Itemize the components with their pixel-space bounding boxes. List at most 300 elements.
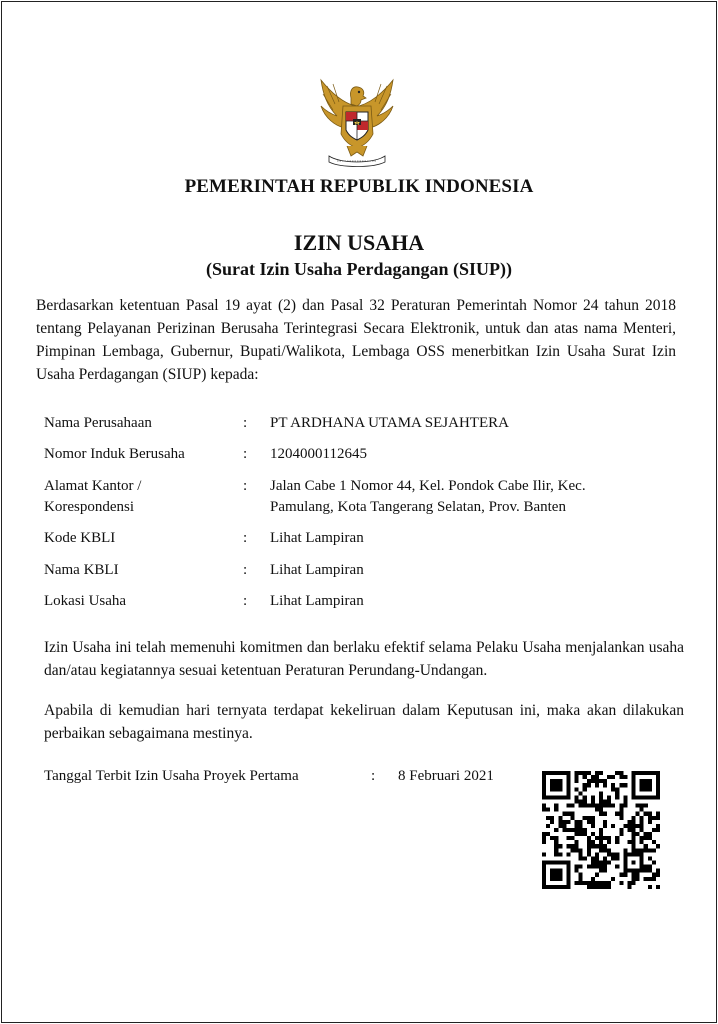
qr-module (542, 873, 546, 877)
qr-module (615, 865, 619, 869)
qr-module (575, 840, 579, 844)
qr-module (546, 832, 550, 836)
qr-module (615, 852, 619, 856)
qr-module (640, 783, 644, 787)
qr-module (619, 873, 623, 877)
qr-module (611, 856, 615, 860)
qr-module (579, 828, 583, 832)
qr-module (570, 848, 574, 852)
field-label-kbli-code: Kode KBLI (44, 530, 116, 546)
qr-module (611, 783, 615, 787)
qr-module (570, 804, 574, 808)
qr-module (542, 877, 546, 881)
qr-module (562, 885, 566, 889)
qr-module (575, 820, 579, 824)
qr-module (542, 840, 546, 844)
qr-module (599, 844, 603, 848)
qr-module (591, 832, 595, 836)
field-value-kbli-name: Lihat Lampiran (270, 562, 364, 578)
qr-module (648, 787, 652, 791)
qr-module (615, 795, 619, 799)
qr-module (583, 804, 587, 808)
field-separator: : (243, 593, 248, 609)
qr-module (562, 824, 566, 828)
qr-module (583, 795, 587, 799)
qr-module (644, 848, 648, 852)
qr-module (595, 808, 599, 812)
field-label-business-location: Lokasi Usaha (44, 593, 127, 609)
qr-module (587, 783, 591, 787)
qr-module (632, 824, 636, 828)
qr-module (562, 820, 566, 824)
qr-module (636, 824, 640, 828)
qr-module (591, 840, 595, 844)
qr-module (579, 877, 583, 881)
qr-module (607, 836, 611, 840)
qr-module (575, 795, 579, 799)
qr-module (640, 869, 644, 873)
qr-module (632, 775, 636, 779)
qr-module (615, 840, 619, 844)
qr-module (546, 808, 550, 812)
field-separator: : (243, 478, 248, 494)
issue-date-label: Tanggal Terbit Izin Usaha Proyek Pertama (44, 768, 299, 784)
qr-module (632, 771, 636, 775)
qr-module (546, 816, 550, 820)
qr-module (607, 852, 611, 856)
qr-module (652, 816, 656, 820)
qr-module (550, 836, 554, 840)
qr-module (579, 873, 583, 877)
qr-module (583, 816, 587, 820)
qr-module (575, 832, 579, 836)
qr-module (566, 836, 570, 840)
qr-module (603, 804, 607, 808)
qr-module (599, 799, 603, 803)
qr-module (579, 791, 583, 795)
qr-module (554, 869, 558, 873)
field-label-address-line2: Korespondensi (44, 499, 134, 515)
qr-module (562, 828, 566, 832)
qr-module (546, 885, 550, 889)
qr-module (611, 775, 615, 779)
qr-module (599, 804, 603, 808)
qr-module (595, 783, 599, 787)
qr-module (587, 840, 591, 844)
qr-module (542, 832, 546, 836)
qr-module (648, 885, 652, 889)
qr-module (554, 783, 558, 787)
field-separator: : (243, 562, 248, 578)
qr-module (632, 779, 636, 783)
qr-module (656, 791, 660, 795)
document-subtitle: (Surat Izin Usaha Perdagangan (SIUP)) (205, 259, 513, 279)
qr-module (566, 877, 570, 881)
field-value-nib: 1204000112645 (270, 446, 367, 462)
qr-module (656, 885, 660, 889)
qr-module (632, 783, 636, 787)
qr-module (648, 856, 652, 860)
qr-module (623, 856, 627, 860)
qr-module (636, 877, 640, 881)
qr-module (583, 799, 587, 803)
qr-module (656, 787, 660, 791)
qr-module (562, 861, 566, 865)
qr-module (542, 808, 546, 812)
qr-module (554, 848, 558, 852)
qr-module (623, 865, 627, 869)
qr-module (579, 852, 583, 856)
qr-module (644, 779, 648, 783)
qr-module (575, 869, 579, 873)
qr-module (603, 861, 607, 865)
qr-module (656, 828, 660, 832)
qr-module (644, 844, 648, 848)
qr-module (587, 852, 591, 856)
qr-module (575, 787, 579, 791)
field-value-kbli-code: Lihat Lampiran (270, 530, 364, 546)
qr-module (554, 885, 558, 889)
qr-module (644, 832, 648, 836)
qr-module (558, 771, 562, 775)
qr-module (607, 881, 611, 885)
qr-module (640, 861, 644, 865)
qr-module (656, 869, 660, 873)
qr-module (583, 787, 587, 791)
qr-module (566, 820, 570, 824)
qr-module (648, 816, 652, 820)
qr-module (640, 824, 644, 828)
qr-module (656, 816, 660, 820)
field-value-company-name: PT ARDHANA UTAMA SEJAHTERA (270, 415, 509, 431)
qr-module (550, 783, 554, 787)
qr-module (550, 873, 554, 877)
qr-module (652, 840, 656, 844)
field-label-kbli-name: Nama KBLI (44, 562, 119, 578)
qr-module (550, 771, 554, 775)
qr-module (595, 771, 599, 775)
qr-module (542, 885, 546, 889)
qr-module (566, 865, 570, 869)
qr-module (566, 844, 570, 848)
qr-module (595, 856, 599, 860)
qr-module (644, 787, 648, 791)
qr-module (583, 828, 587, 832)
qr-module (579, 881, 583, 885)
qr-module (558, 779, 562, 783)
qr-module (583, 775, 587, 779)
qr-module (579, 771, 583, 775)
qr-module (566, 795, 570, 799)
qr-module (599, 869, 603, 873)
qr-module (623, 824, 627, 828)
qr-module (632, 832, 636, 836)
qr-module (583, 856, 587, 860)
qr-module (554, 873, 558, 877)
qr-module (611, 824, 615, 828)
qr-module (632, 869, 636, 873)
qr-module (591, 816, 595, 820)
qr-module (652, 848, 656, 852)
qr-module (636, 771, 640, 775)
qr-module (542, 881, 546, 885)
qr-module (575, 824, 579, 828)
qr-module (619, 771, 623, 775)
qr-module (562, 795, 566, 799)
qr-module (636, 832, 640, 836)
qr-module (591, 861, 595, 865)
qr-module (623, 852, 627, 856)
qr-module (550, 861, 554, 865)
qr-module (591, 865, 595, 869)
field-label-company-name: Nama Perusahaan (44, 415, 152, 431)
qr-module (566, 804, 570, 808)
qr-module (562, 771, 566, 775)
qr-module (575, 779, 579, 783)
qr-module (554, 808, 558, 812)
field-value-address-line1: Jalan Cabe 1 Nomor 44, Kel. Pondok Cabe Ilir, Kec. (270, 478, 586, 494)
qr-module (570, 812, 574, 816)
qr-module (611, 787, 615, 791)
qr-module (648, 877, 652, 881)
qr-module (644, 869, 648, 873)
qr-module (627, 869, 631, 873)
government-heading: PEMERINTAH REPUBLIK INDONESIA (184, 176, 534, 197)
qr-module (558, 795, 562, 799)
qr-module (636, 804, 640, 808)
qr-module (640, 779, 644, 783)
qr-module (619, 783, 623, 787)
qr-module (644, 865, 648, 869)
qr-module (640, 840, 644, 844)
qr-module (587, 844, 591, 848)
qr-module (558, 787, 562, 791)
qr-module (599, 885, 603, 889)
qr-module (648, 783, 652, 787)
qr-module (591, 824, 595, 828)
qr-module (595, 873, 599, 877)
qr-module (554, 787, 558, 791)
qr-module (546, 861, 550, 865)
qr-module (591, 856, 595, 860)
qr-module (554, 861, 558, 865)
qr-module (542, 865, 546, 869)
qr-module (619, 881, 623, 885)
garuda-emblem-icon (311, 76, 403, 168)
qr-module (579, 848, 583, 852)
qr-module (599, 865, 603, 869)
qr-module (640, 816, 644, 820)
qr-module (607, 840, 611, 844)
qr-module (583, 771, 587, 775)
qr-module (636, 873, 640, 877)
field-value-address-line2: Pamulang, Kota Tangerang Selatan, Prov. Banten (270, 499, 566, 515)
qr-module (566, 783, 570, 787)
qr-module (579, 820, 583, 824)
qr-module (542, 791, 546, 795)
qr-module (644, 795, 648, 799)
qr-module (566, 852, 570, 856)
qr-module (595, 861, 599, 865)
qr-module (591, 775, 595, 779)
qr-module (550, 869, 554, 873)
qr-module (603, 783, 607, 787)
qr-module (648, 820, 652, 824)
qr-module (566, 885, 570, 889)
qr-module (632, 791, 636, 795)
qr-module (603, 779, 607, 783)
qr-module (550, 820, 554, 824)
qr-module (632, 836, 636, 840)
qr-module (570, 844, 574, 848)
qr-module (652, 861, 656, 865)
qr-module (550, 885, 554, 889)
qr-module (587, 881, 591, 885)
field-label-address-line1: Alamat Kantor / (44, 478, 142, 494)
qr-module (619, 828, 623, 832)
qr-module (623, 775, 627, 779)
issue-date-value: 8 Februari 2021 (398, 768, 494, 784)
qr-module (656, 873, 660, 877)
qr-module (546, 771, 550, 775)
qr-module (603, 812, 607, 816)
qr-module (542, 795, 546, 799)
qr-module (575, 799, 579, 803)
qr-module (558, 852, 562, 856)
qr-module (542, 836, 546, 840)
qr-module (632, 844, 636, 848)
qr-module (575, 848, 579, 852)
qr-module (648, 779, 652, 783)
qr-module (632, 840, 636, 844)
qr-module (619, 816, 623, 820)
qr-module (579, 824, 583, 828)
qr-module (591, 844, 595, 848)
qr-module (599, 808, 603, 812)
qr-module (632, 848, 636, 852)
qr-module (632, 828, 636, 832)
qr-module (546, 795, 550, 799)
qr-module (591, 804, 595, 808)
qr-module (648, 865, 652, 869)
qr-module (587, 771, 591, 775)
qr-module (587, 848, 591, 852)
qr-module (558, 783, 562, 787)
qr-module (595, 836, 599, 840)
qr-module (648, 812, 652, 816)
field-separator: : (243, 446, 248, 462)
field-label-nib: Nomor Induk Berusaha (44, 446, 185, 462)
qr-module (603, 869, 607, 873)
qr-module (562, 812, 566, 816)
qr-module (554, 804, 558, 808)
qr-module (648, 869, 652, 873)
qr-module (575, 844, 579, 848)
qr-module (566, 869, 570, 873)
qr-module (599, 771, 603, 775)
qr-module (636, 848, 640, 852)
qr-module (636, 869, 640, 873)
qr-module (595, 865, 599, 869)
qr-module (615, 771, 619, 775)
qr-module (550, 787, 554, 791)
qr-module (591, 799, 595, 803)
qr-module (583, 881, 587, 885)
qr-module (640, 820, 644, 824)
qr-module (583, 783, 587, 787)
validity-paragraph: Izin Usaha ini telah memenuhi komitmen dan berlaku efektif selama Pelaku Usaha menjalankan usaha dan/atau kegiatannya sesuai ketentuan Peraturan Perundang-Undangan. (44, 639, 684, 679)
qr-module (558, 861, 562, 865)
correction-paragraph: Apabila di kemudian hari ternyata terdapat kekeliruan dalam Keputusan ini, maka akan dilakukan perbaikan sebagaimana mestinya. (44, 702, 684, 742)
qr-module (603, 856, 607, 860)
qr-module (554, 836, 558, 840)
qr-module (619, 808, 623, 812)
qr-module (570, 828, 574, 832)
qr-module (652, 771, 656, 775)
qr-module (627, 824, 631, 828)
qr-module (603, 820, 607, 824)
qr-module (566, 812, 570, 816)
qr-module (570, 816, 574, 820)
qr-module (603, 885, 607, 889)
qr-module (546, 824, 550, 828)
qr-module (644, 804, 648, 808)
qr-module (656, 795, 660, 799)
qr-module (566, 775, 570, 779)
qr-module (644, 836, 648, 840)
qr-module (587, 836, 591, 840)
qr-module (619, 812, 623, 816)
qr-module (623, 799, 627, 803)
qr-module (632, 787, 636, 791)
qr-module (558, 873, 562, 877)
qr-module (656, 783, 660, 787)
qr-module (632, 873, 636, 877)
qr-module (591, 820, 595, 824)
qr-module (554, 828, 558, 832)
qr-module (599, 779, 603, 783)
qr-module (603, 881, 607, 885)
qr-module (591, 885, 595, 889)
qr-module (640, 804, 644, 808)
qr-module (627, 852, 631, 856)
qr-module (623, 873, 627, 877)
qr-module (603, 824, 607, 828)
qr-module (558, 824, 562, 828)
qr-module (554, 877, 558, 881)
qr-module (554, 771, 558, 775)
qr-module (595, 775, 599, 779)
qr-module (607, 861, 611, 865)
qr-module (542, 852, 546, 856)
qr-module (636, 812, 640, 816)
qr-module (627, 828, 631, 832)
qr-module (558, 885, 562, 889)
qr-module (591, 881, 595, 885)
qr-module (632, 816, 636, 820)
qr-module (599, 848, 603, 852)
qr-module (640, 795, 644, 799)
qr-module (627, 840, 631, 844)
qr-module (591, 877, 595, 881)
qr-code-icon (542, 771, 660, 889)
qr-module (558, 869, 562, 873)
qr-module (619, 804, 623, 808)
qr-module (542, 869, 546, 873)
qr-module (640, 848, 644, 852)
qr-module (587, 820, 591, 824)
qr-module (656, 824, 660, 828)
